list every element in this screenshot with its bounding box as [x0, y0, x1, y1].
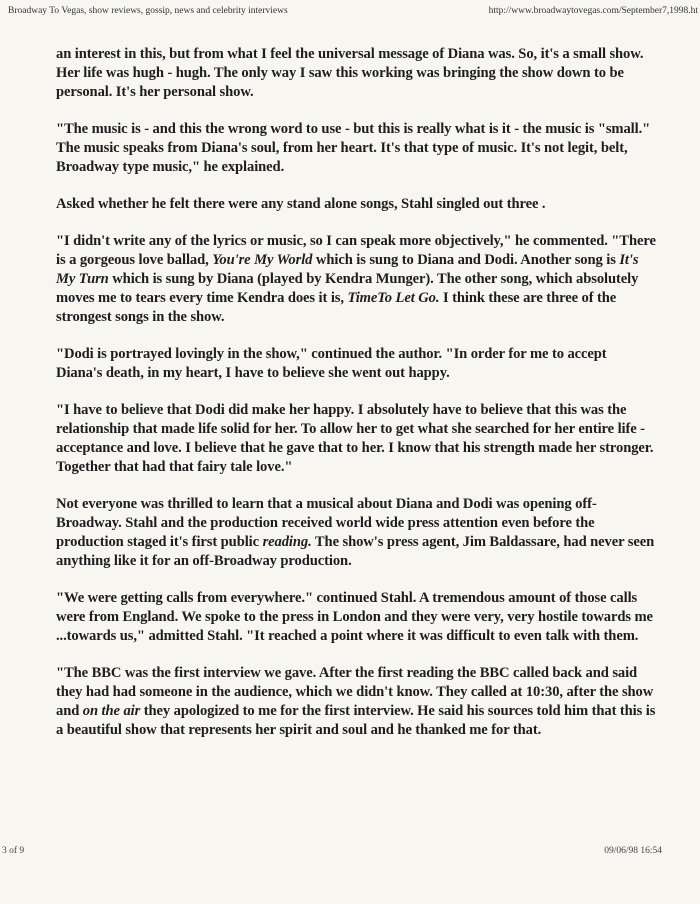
italic-title: TimeTo Let Go. — [347, 290, 440, 306]
page-number: 3 of 9 — [2, 846, 25, 856]
paragraph — [56, 195, 656, 214]
text-run: Asked whether he felt there were any stand alone songs, Stahl singled out three . — [56, 196, 546, 212]
text-run: "The music is - and this the wrong word to use - but this is really what is it - the music is "small." The music speaks from Diana's soul, from her heart. It's that type of music. It's not legit, belt, Broadway type music," he explained. — [56, 121, 651, 175]
paragraph — [56, 45, 656, 102]
header-url: http://www.broadwaytovegas.com/September7,1998.ht — [488, 6, 698, 16]
paragraph — [56, 232, 656, 327]
text-run: "I didn't write any of the lyrics or music, so I can speak more objectively," he commented. "There is a gorgeous love ballad, — [56, 233, 656, 268]
text-run: The show's press agent, Jim Baldassare, had never seen anything like it for an off-Broadway production. — [56, 534, 655, 569]
paragraph — [56, 401, 656, 477]
text-run: "I have to believe that Dodi did make her happy. I absolutely have to believe that this was the relationship that made life solid for her. To allow her to get what she searched for her entire life - acceptance and love. I believe that he gave that to her. I know that his strength made her stronger. Together that had that fairy tale love." — [56, 402, 654, 475]
text-run: "We were getting calls from everywhere." continued Stahl. A tremendous amount of those calls were from England. We spoke to the press in London and they were very, very hostile towards me ...towards us," admitted Stahl. "It reached a point where it was difficult to even talk with them. — [56, 590, 653, 644]
paragraph — [56, 589, 656, 646]
text-run: I think these are three of the strongest songs in the show. — [56, 290, 617, 325]
print-timestamp: 09/06/98 16:54 — [604, 846, 662, 856]
text-run: "The BBC was the first interview we gave. After the first reading the BBC called back and said they had had someone in the audience, which we didn't know. They called at 10:30, after the show and — [56, 665, 654, 719]
text-run: an interest in this, but from what I feel the universal message of Diana was. So, it's a small show. Her life was hugh - hugh. The only way I saw this working was bringing the show down to be personal. It's her personal show. — [56, 46, 644, 100]
paragraph — [56, 345, 656, 383]
text-run: "Dodi is portrayed lovingly in the show," continued the author. "In order for me to accept Diana's death, in my heart, I have to believe she went out happy. — [56, 346, 607, 381]
header-site-title: Broadway To Vegas, show reviews, gossip, news and celebrity interviews — [8, 6, 288, 16]
italic-title: on the air — [82, 703, 141, 719]
text-run: which is sung to Diana and Dodi. Another song is — [312, 252, 620, 268]
italic-title: reading. — [262, 534, 312, 550]
article-body — [56, 45, 656, 758]
italic-title: It's My Turn — [56, 252, 639, 287]
italic-title: You're My World — [212, 252, 313, 268]
paragraph — [56, 120, 656, 177]
text-run: they apologized to me for the first interview. He said his sources told him that this is a beautiful show that represents her spirit and soul and he thanked me for that. — [56, 703, 656, 738]
paragraph — [56, 664, 656, 740]
paragraph — [56, 495, 656, 571]
text-run: which is sung by Diana (played by Kendra Munger). The other song, which absolutely moves me to tears every time Kendra does it is, — [56, 271, 639, 306]
text-run: Not everyone was thrilled to learn that a musical about Diana and Dodi was opening off-Broadway. Stahl and the production received world wide press attention even before the production staged it's first public — [56, 496, 597, 550]
